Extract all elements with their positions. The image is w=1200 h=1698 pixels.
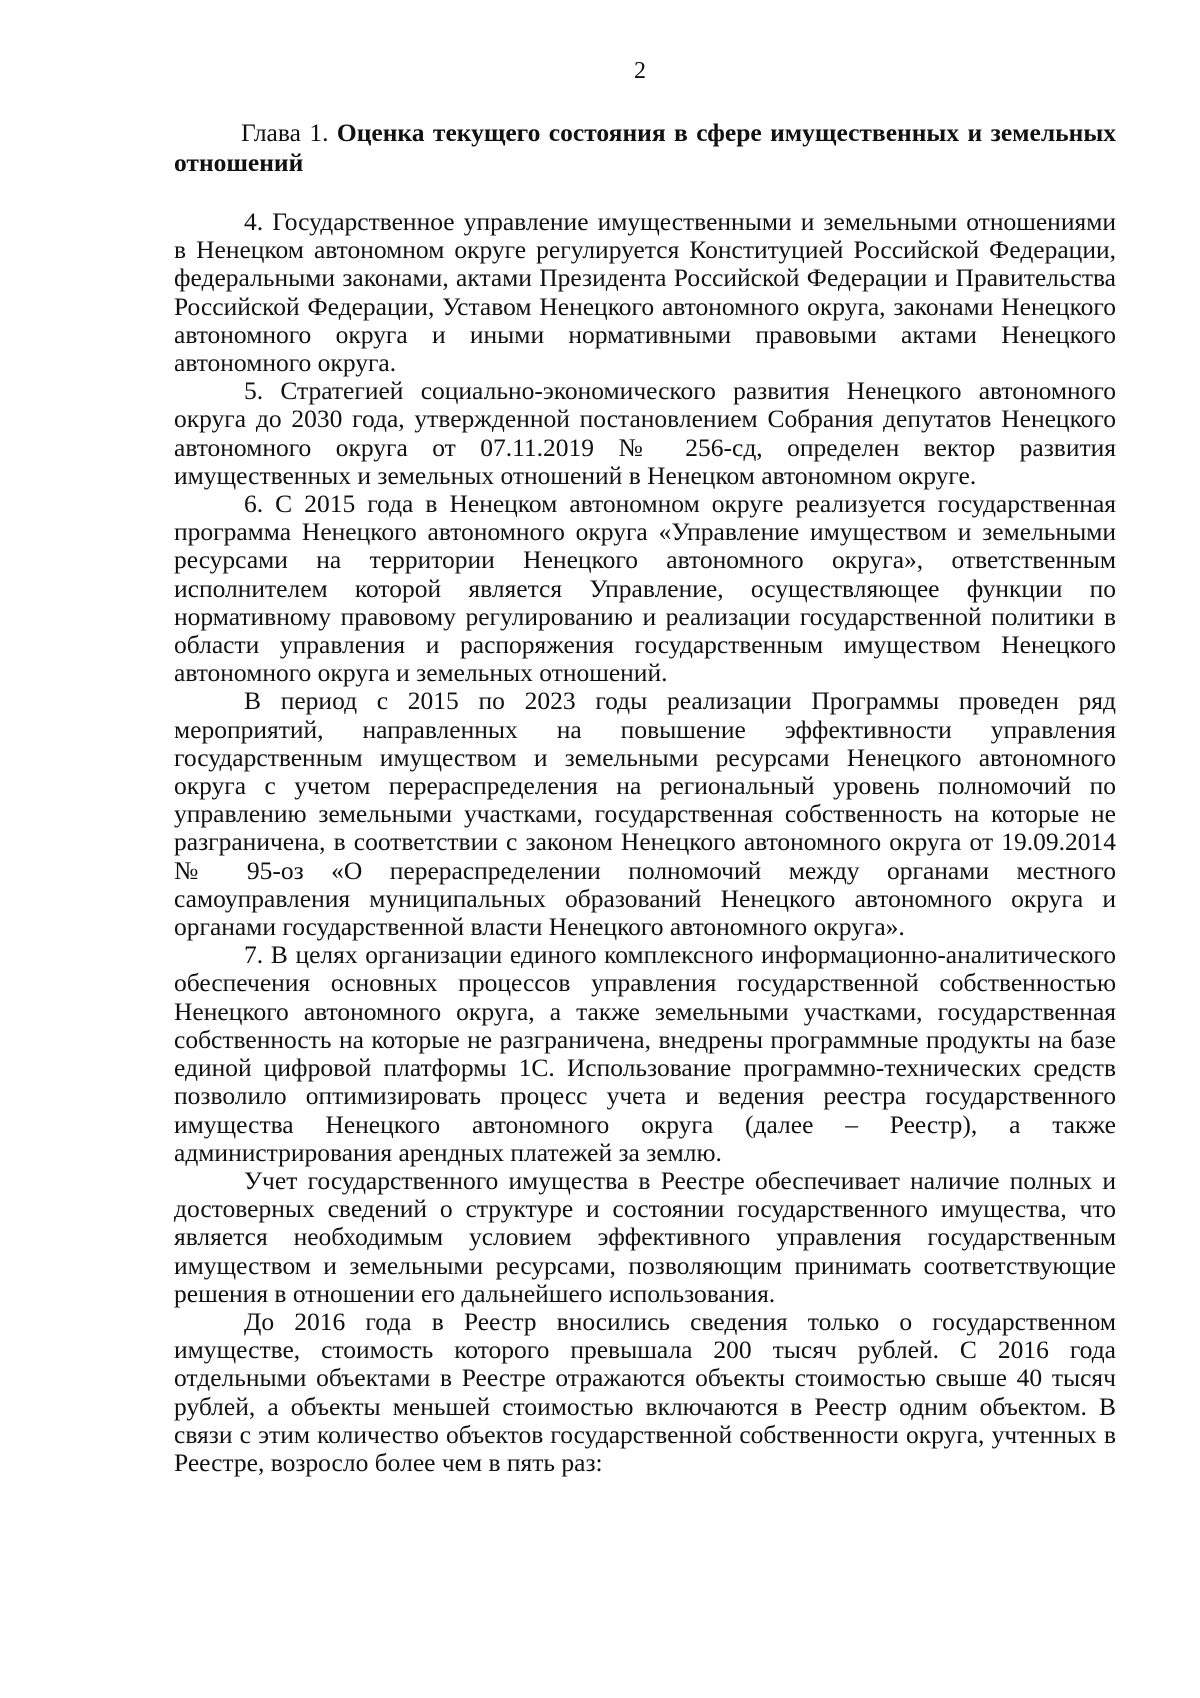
- paragraph-period-2015-2023: В период с 2015 по 2023 годы реализации Программы проведен ряд мероприятий, направленных на повышение эффективности управления государственным имуществом и земельными ресурсами Ненецкого автономного округа с учетом перераспределения на региональный уровень полномочий по управлению земельными участками, государственная собственность на которые не разграничена, в соответствии с законом Ненецкого автономного округа от 19.09.2014 № 95-оз «О перераспределении полномочий между органами местного самоуправления муниципальных образований Ненецкого автономного округа и органами государственной власти Ненецкого автономного округа».: [174, 686, 1116, 942]
- page-number: 2: [634, 58, 646, 84]
- paragraph-4: 4. Государственное управление имущественными и земельными отношениями в Ненецком автономном округе регулируется Конституцией Российской Федерации, федеральными законами, актами Президента Российской Федерации и Правительства Российской Федерации, Уставом Ненецкого автономного округа, законами Ненецкого автономного округа и иными нормативными правовыми актами Ненецкого автономного округа.: [174, 207, 1116, 378]
- chapter-heading: Оценка текущего состояния в сфере имущественных и земельных отношений: [174, 118, 1117, 177]
- paragraph-registry-accounting: Учет государственного имущества в Реестре обеспечивает наличие полных и достоверных сведений о структуре и состоянии государственного имущества, что является необходимым условием эффективного управления государственным имуществом и земельными ресурсами, позволяющим принимать соответствующие решения в отношении его дальнейшего использования.: [174, 1165, 1116, 1308]
- document-body: [174, 208, 1116, 1477]
- chapter-prefix: Глава 1.: [241, 118, 329, 147]
- paragraph-7: 7. В целях организации единого комплексного информационно-аналитического обеспечения основных процессов управления государственной собственностью Ненецкого автономного округа, а также земельными участками, государственная собственность на которые не разграничена, внедрены программные продукты на базе единой цифровой платформы 1С. Использование программно-технических средств позволило оптимизировать процесс учета и ведения реестра государственного имущества Ненецкого автономного округа (далее – Реестр), а также администрирования арендных платежей за землю.: [174, 940, 1116, 1167]
- chapter-title: [174, 118, 1116, 178]
- paragraph-5: 5. Стратегией социально-экономического развития Ненецкого автономного округа до 2030 года, утвержденной постановлением Собрания депутатов Ненецкого автономного округа от 07.11.2019 № 256-сд, определен вектор развития имущественных и земельных отношений в Ненецком автономном округе.: [174, 376, 1116, 490]
- paragraph-before-2016: До 2016 года в Реестр вносились сведения только о государственном имуществе, стоимость которого превышала 200 тысяч рублей. С 2016 года отдельными объектами в Реестре отражаются объекты стоимостью свыше 40 тысяч рублей, а объекты меньшей стоимостью включаются в Реестр одним объектом. В связи с этим количество объектов государственной собственности округа, учтенных в Реестре, возросло более чем в пять раз:: [174, 1306, 1116, 1477]
- paragraph-6: 6. С 2015 года в Ненецком автономном округе реализуется государственная программа Ненецкого автономного округа «Управление имуществом и земельными ресурсами на территории Ненецкого автономного округа», ответственным исполнителем которой является Управление, осуществляющее функции по нормативному правовому регулированию и реализации государственной политики в области управления и распоряжения государственным имуществом Ненецкого автономного округа и земельных отношений.: [174, 489, 1116, 688]
